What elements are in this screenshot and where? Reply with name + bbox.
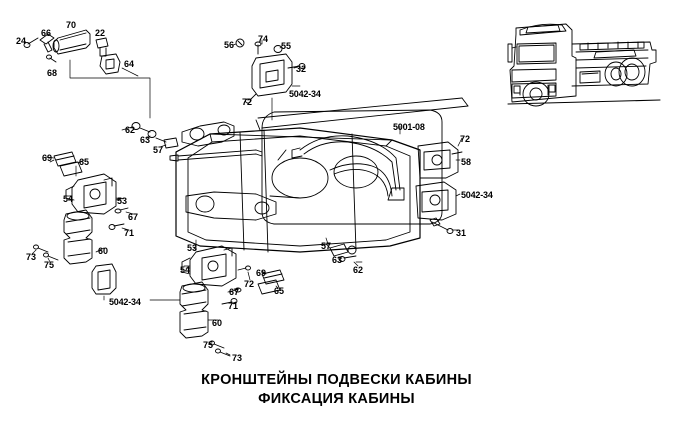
top-left-fastener-group — [24, 30, 150, 118]
callout-69: 69 — [42, 153, 53, 163]
callout-5042-34: 5042-34 — [461, 190, 493, 200]
bottom-center-bracket-assembly — [150, 240, 284, 356]
callout-72: 72 — [242, 97, 253, 107]
callout-65: 65 — [79, 157, 90, 167]
truck-illustration — [508, 24, 660, 106]
caption-line-2: ФИКСАЦИЯ КАБИНЫ — [258, 391, 415, 407]
callout-65: 65 — [274, 286, 285, 296]
top-center-bracket-group — [236, 39, 305, 120]
callout-71: 71 — [124, 228, 135, 238]
callout-5042-34: 5042-34 — [109, 297, 141, 307]
callout-54: 54 — [180, 265, 191, 275]
callout-73: 73 — [232, 353, 243, 363]
callout-72: 72 — [460, 134, 471, 144]
callout-58: 58 — [461, 157, 472, 167]
callout-60: 60 — [98, 246, 109, 256]
callout-55: 55 — [281, 41, 292, 51]
callout-57: 57 — [153, 145, 164, 155]
callout-66: 66 — [41, 28, 52, 38]
callout-69: 69 — [256, 268, 267, 278]
callout-5042-34: 5042-34 — [289, 89, 321, 99]
left-bracket-assembly — [34, 152, 129, 300]
callout-70: 70 — [66, 20, 77, 30]
callout-62: 62 — [353, 265, 364, 275]
callout-63: 63 — [332, 255, 343, 265]
callout-75: 75 — [203, 340, 214, 350]
callout-64: 64 — [124, 59, 135, 69]
callout-5001-08: 5001-08 — [393, 122, 425, 132]
callout-63: 63 — [140, 135, 151, 145]
callout-62: 62 — [125, 125, 136, 135]
callout-31: 31 — [456, 228, 467, 238]
callout-57: 57 — [321, 241, 332, 251]
callout-71: 71 — [228, 301, 239, 311]
callout-75: 75 — [44, 260, 55, 270]
callout-73: 73 — [26, 252, 37, 262]
callout-56: 56 — [224, 40, 235, 50]
callout-60: 60 — [212, 318, 223, 328]
callout-68: 68 — [47, 68, 58, 78]
callout-67: 67 — [128, 212, 139, 222]
callout-53: 53 — [187, 243, 198, 253]
leader-lines — [32, 40, 462, 355]
callout-54: 54 — [63, 194, 74, 204]
callout-72: 72 — [244, 279, 255, 289]
callout-22: 22 — [95, 28, 106, 38]
callout-32: 32 — [296, 64, 307, 74]
callout-74: 74 — [258, 34, 269, 44]
diagram-caption — [0, 371, 673, 409]
callout-53: 53 — [117, 196, 128, 206]
caption-line-1: КРОНШТЕЙНЫ ПОДВЕСКИ КАБИНЫ — [201, 372, 472, 388]
callout-67: 67 — [229, 287, 240, 297]
callout-24: 24 — [16, 36, 27, 46]
